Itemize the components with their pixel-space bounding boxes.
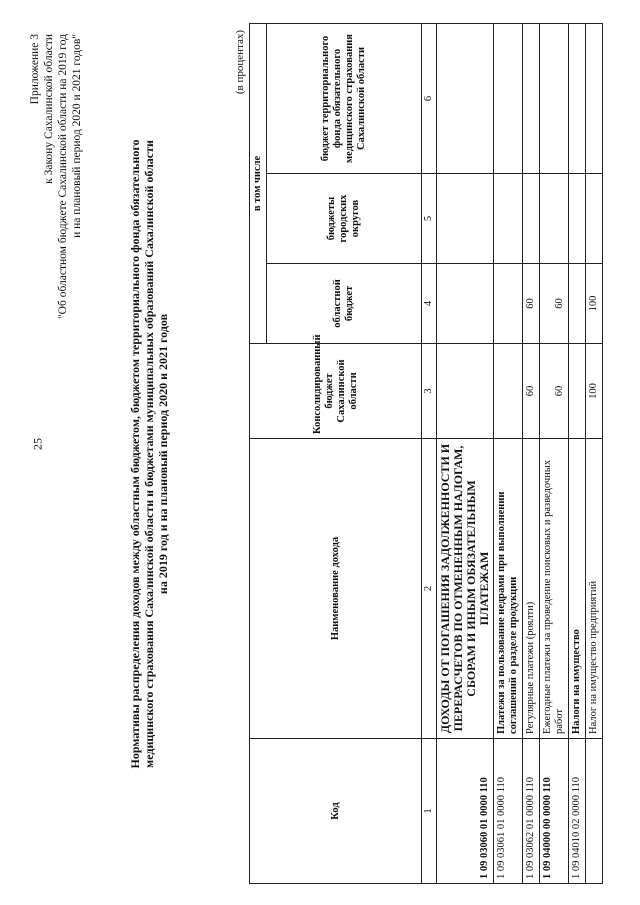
table-row bbox=[586, 23, 603, 883]
header-code: Код bbox=[250, 739, 422, 884]
row-consolidated: 100 bbox=[586, 344, 603, 439]
row-code: 1 09 03060 01 0000 110 bbox=[437, 739, 494, 884]
table-row bbox=[494, 23, 523, 883]
table-row bbox=[523, 23, 540, 883]
appendix-header bbox=[28, 34, 84, 319]
header-regional-budget: областной бюджет bbox=[267, 264, 422, 344]
row-consolidated: 60 bbox=[540, 344, 569, 439]
row-fund bbox=[540, 23, 569, 173]
row-city bbox=[437, 174, 494, 264]
row-city bbox=[523, 174, 540, 264]
header-consolidated-budget: Консолидированный бюджет Сахалинской области bbox=[250, 344, 422, 439]
row-regional: 60 bbox=[523, 264, 540, 344]
title-line: медицинского страхования Сахалинской области и бюджетами муниципальных образований Сахалинской области bbox=[142, 140, 156, 768]
row-code: 1 09 04010 02 0000 110 bbox=[569, 739, 586, 884]
section-title: ДОХОДЫ ОТ ПОГАШЕНИЯ ЗАДОЛЖЕННОСТИ И ПЕРЕРАСЧЕТОВ ПО ОТМЕНЕННЫМ НАЛОГАМ, СБОРАМ И ИНЫМ ОБЯЗАТЕЛЬНЫМ ПЛАТЕЖАМ bbox=[437, 439, 494, 739]
column-number: 5 bbox=[422, 174, 437, 264]
column-number: 4 bbox=[422, 264, 437, 344]
rotated-page-content bbox=[28, 24, 628, 884]
row-city bbox=[494, 174, 523, 264]
column-number: 3 bbox=[422, 344, 437, 439]
row-city bbox=[540, 174, 569, 264]
appendix-line: и на плановый период 2020 и 2021 годов" bbox=[71, 34, 83, 238]
row-regional bbox=[569, 264, 586, 344]
column-number: 2 bbox=[422, 439, 437, 739]
row-income-name: Регулярные платежи (роялти) bbox=[523, 439, 540, 739]
row-regional bbox=[437, 264, 494, 344]
table-row bbox=[540, 23, 569, 883]
row-fund bbox=[586, 23, 603, 173]
unit-note: (в процентах) bbox=[234, 30, 246, 95]
header-income-name: Наименование дохода bbox=[250, 439, 422, 739]
appendix-line: Приложение 3 bbox=[29, 34, 41, 105]
row-income-name: Налог на имущество предприятий bbox=[586, 439, 603, 739]
row-code: 1 09 04000 00 0000 110 bbox=[540, 739, 569, 884]
row-code: 1 09 03061 01 0000 110 bbox=[494, 739, 523, 884]
row-consolidated: 60 bbox=[523, 344, 540, 439]
row-city bbox=[569, 174, 586, 264]
row-consolidated bbox=[494, 344, 523, 439]
row-fund bbox=[437, 23, 494, 173]
appendix-line: к Закону Сахалинской области bbox=[43, 34, 55, 184]
table-row bbox=[569, 23, 586, 883]
row-code: 1 09 03062 01 0000 110 bbox=[523, 739, 540, 884]
title-line: на 2019 год и на плановый период 2020 и 2021 годов bbox=[156, 313, 170, 595]
row-fund bbox=[494, 23, 523, 173]
income-distribution-table bbox=[249, 23, 603, 884]
column-number: 1 bbox=[422, 739, 437, 884]
row-fund bbox=[569, 23, 586, 173]
row-income-name: Ежегодные платежи за проведение поисковых и разведочных работ bbox=[540, 439, 569, 739]
table-row bbox=[437, 23, 494, 883]
row-regional: 100 bbox=[586, 264, 603, 344]
header-including: в том числе bbox=[250, 23, 267, 343]
row-consolidated bbox=[437, 344, 494, 439]
row-fund bbox=[523, 23, 540, 173]
column-numbers-row bbox=[422, 23, 437, 883]
column-number: 6 bbox=[422, 23, 437, 173]
row-income-name: Платежи за пользование недрами при выполнении соглашений о разделе продукции bbox=[494, 439, 523, 739]
row-regional bbox=[494, 264, 523, 344]
row-regional: 60 bbox=[540, 264, 569, 344]
title-line: Нормативы распределения доходов между областным бюджетом, бюджетом территориального фонда обязательного bbox=[128, 139, 142, 769]
row-code bbox=[586, 739, 603, 884]
header-fund-budget: бюджет территориального фонда обязательного медицинского страхования Сахалинской области bbox=[267, 23, 422, 173]
page-number: 25 bbox=[30, 438, 45, 450]
header-city-budgets: бюджеты городских округов bbox=[267, 174, 422, 264]
appendix-line: "Об областном бюджете Сахалинской области на 2019 год bbox=[57, 34, 69, 320]
row-consolidated bbox=[569, 344, 586, 439]
row-income-name: Налоги на имущество bbox=[569, 439, 586, 739]
document-title bbox=[128, 24, 170, 884]
row-city bbox=[586, 174, 603, 264]
